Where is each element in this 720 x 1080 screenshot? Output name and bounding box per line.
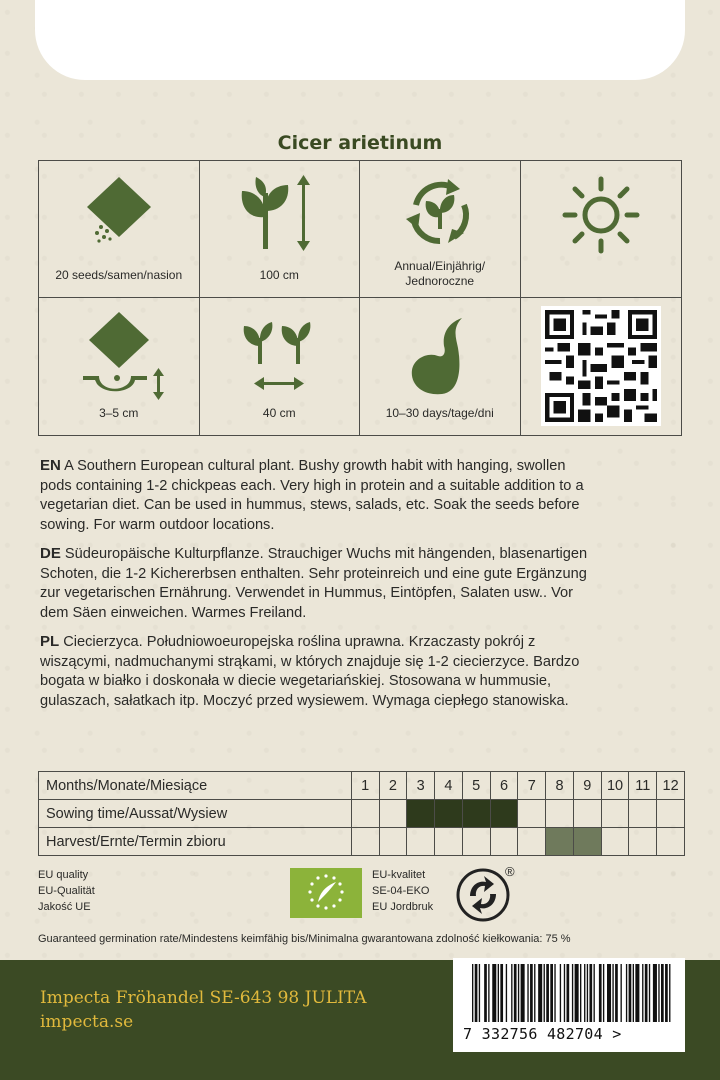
full-sun-cell xyxy=(521,161,682,298)
month-4: 4 xyxy=(435,772,463,800)
barcode-bar xyxy=(544,964,545,1022)
month-9: 9 xyxy=(573,772,601,800)
barcode-bar xyxy=(484,964,487,1022)
month-2: 2 xyxy=(379,772,407,800)
eu-quality-de: EU-Qualität xyxy=(38,885,95,897)
calendar-month-cell-4 xyxy=(435,828,463,856)
barcode-bar xyxy=(661,964,664,1022)
barcode-bar xyxy=(511,964,512,1022)
full-sun-icon xyxy=(561,175,641,255)
barcode-bar xyxy=(521,964,525,1022)
barcode-bar xyxy=(621,964,622,1022)
barcode-bar xyxy=(546,964,549,1022)
description-de-text1: Südeuropäische Kulturpflanze. Strauchiger Wuchs mit hängenden, blasenartigen xyxy=(60,546,588,562)
lifecycle-label xyxy=(360,259,520,289)
barcode-bar xyxy=(633,964,634,1022)
lifecycle-label-line2: Jednoroczne xyxy=(405,274,475,288)
calendar-month-cell-5 xyxy=(462,828,490,856)
barcode-bar xyxy=(514,964,517,1022)
description-pl-line1 xyxy=(40,632,682,653)
eu-quality-pl: Jakość UE xyxy=(38,901,91,913)
calendar-row-harvest xyxy=(39,828,685,856)
description-en-text1: A Southern European cultural plant. Bushy growth habit with hanging, swollen xyxy=(60,458,566,474)
barcode-bar xyxy=(626,964,627,1022)
barcode-bar xyxy=(527,964,528,1022)
qr-code-icon[interactable] xyxy=(541,306,661,426)
eu-quality-right xyxy=(372,867,433,915)
calendar-month-cell-11 xyxy=(629,800,657,828)
eu-quality-en: EU quality xyxy=(38,869,89,881)
barcode-bar xyxy=(554,964,555,1022)
germination-cell xyxy=(360,298,521,435)
description-en-line2: pods containing 1-2 chickpeas each. Very high in protein and a suitable addition to a xyxy=(40,477,584,494)
barcode-bar xyxy=(575,964,579,1022)
plant-height-icon xyxy=(234,175,324,251)
barcode-bar xyxy=(530,964,533,1022)
calendar-month-cell-9 xyxy=(573,800,601,828)
description-de-line3: zur vegetarischen Ernährung. Verwendet in Hummus, Eintöpfen, Salaten usw.. Vor xyxy=(40,585,573,601)
calendar-month-cell-2 xyxy=(379,828,407,856)
germination-guarantee: Guaranteed germination rate/Mindestens keimfähig bis/Minimalna gwarantowana zdolność kiełkowania: 75 % xyxy=(38,933,571,945)
month-10: 10 xyxy=(601,772,629,800)
barcode-bar xyxy=(560,964,561,1022)
description-en-line1 xyxy=(40,456,682,477)
barcode-number: 7 332756 482704 > xyxy=(463,1025,622,1043)
barcode-bar xyxy=(518,964,519,1022)
germination-icon xyxy=(400,312,480,396)
barcode-bar xyxy=(506,964,507,1022)
month-8: 8 xyxy=(546,772,574,800)
calendar-active-cell-5 xyxy=(462,800,490,828)
barcode-bar xyxy=(492,964,496,1022)
description-en-line3: vegetarian diet. Can be used in hummus, stews, salads, etc. Soak the seeds before xyxy=(40,497,580,513)
calendar-month-cell-7 xyxy=(518,828,546,856)
calendar-month-cell-11 xyxy=(629,828,657,856)
plant-spacing-icon xyxy=(234,312,324,392)
sowing-calendar xyxy=(38,771,685,856)
barcode-bar xyxy=(669,964,670,1022)
barcode-bar xyxy=(550,964,553,1022)
eu-organic-logo xyxy=(290,868,362,918)
growing-info-grid xyxy=(38,160,682,436)
sowing-depth-cell xyxy=(39,298,200,435)
species-name: Cicer arietinum xyxy=(277,132,443,154)
calendar-month-cell-12 xyxy=(657,828,685,856)
plant-height-label: 100 cm xyxy=(259,268,299,282)
company-address: Impecta Fröhandel SE-643 98 JULITA xyxy=(40,988,367,1008)
eu-quality-left xyxy=(38,867,95,915)
hang-hole-cutout xyxy=(35,0,685,80)
calendar-header-label: Months/Monate/Miesiące xyxy=(39,772,352,800)
calendar-month-cell-1 xyxy=(351,828,379,856)
description-pl-text1: Ciecierzyca. Południowoeuropejska roślina uprawna. Krzaczasty pokrój z xyxy=(59,634,536,650)
barcode-bar xyxy=(649,964,650,1022)
calendar-month-cell-10 xyxy=(601,800,629,828)
lifecycle-icon xyxy=(402,175,478,251)
lang-code-en: EN xyxy=(40,457,61,474)
barcode-bar xyxy=(488,964,489,1022)
barcode-bar xyxy=(564,964,565,1022)
calendar-header-row xyxy=(39,772,685,800)
month-1: 1 xyxy=(351,772,379,800)
calendar-row-label: Harvest/Ernte/Termin zbioru xyxy=(39,828,352,856)
barcode-bar xyxy=(603,964,604,1022)
barcode-bar xyxy=(580,964,581,1022)
calendar-active-cell-3 xyxy=(407,800,435,828)
company-website[interactable]: impecta.se xyxy=(40,1012,134,1032)
calendar-active-cell-4 xyxy=(435,800,463,828)
eu-kvalitet: EU-kvalitet xyxy=(372,869,426,881)
description-en xyxy=(40,456,682,535)
seed-count-label: 20 seeds/samen/nasion xyxy=(55,268,183,282)
certification-code: SE-04-EKO xyxy=(372,885,430,897)
barcode-bar xyxy=(584,964,585,1022)
calendar-month-cell-12 xyxy=(657,800,685,828)
calendar-month-cell-3 xyxy=(407,828,435,856)
calendar-row-label: Sowing time/Aussat/Wysiew xyxy=(39,800,352,828)
description-de xyxy=(40,544,682,623)
plant-spacing-cell xyxy=(200,298,361,435)
barcode-bar xyxy=(645,964,648,1022)
calendar-month-cell-8 xyxy=(546,800,574,828)
barcode-bar xyxy=(538,964,542,1022)
barcode-bar xyxy=(612,964,613,1022)
barcode xyxy=(470,964,678,1022)
description-pl xyxy=(40,632,682,711)
plant-height-cell xyxy=(200,161,361,298)
barcode-bar xyxy=(500,964,503,1022)
barcode-bar xyxy=(607,964,611,1022)
month-6: 6 xyxy=(490,772,518,800)
recycle-green-dot-icon xyxy=(456,866,512,922)
barcode-bar xyxy=(475,964,478,1022)
description-pl-line2: wiszącymi, nadmuchanymi strąkami, w których znajduje się 1-2 ciecierzyce. Bardzo xyxy=(40,653,580,670)
barcode-bar xyxy=(642,964,643,1022)
description-pl-line4: gulaszach, sałatkach itp. Moczyć przed wysiewem. Wymaga ciepłego stanowiska. xyxy=(40,692,569,709)
month-3: 3 xyxy=(407,772,435,800)
barcode-bar xyxy=(589,964,592,1022)
barcode-bar xyxy=(615,964,618,1022)
barcode-bar xyxy=(587,964,588,1022)
calendar-month-cell-2 xyxy=(379,800,407,828)
month-11: 11 xyxy=(629,772,657,800)
registered-mark: ® xyxy=(505,864,515,879)
description-de-line4: dem Säen einweichen. Warmes Freiland. xyxy=(40,604,307,621)
barcode-bar xyxy=(599,964,602,1022)
description-en-line4: sowing. For warm outdoor locations. xyxy=(40,516,275,533)
barcode-bar xyxy=(594,964,595,1022)
month-5: 5 xyxy=(462,772,490,800)
lang-code-de: DE xyxy=(40,545,61,562)
calendar-row-sowing xyxy=(39,800,685,828)
description-pl-line3: bogata w białko i doskonała w diecie wegetariańskiej. Stosowana w hummusie, xyxy=(40,673,552,689)
calendar-month-cell-6 xyxy=(490,828,518,856)
qr-code-cell xyxy=(521,298,682,435)
barcode-bar xyxy=(498,964,499,1022)
germination-label: 10–30 days/tage/dni xyxy=(385,406,494,420)
description-de-line2: Schoten, die 1-2 Kichererbsen enthalten. Sehr proteinreich und eine gute Ergänzung xyxy=(40,565,587,582)
barcode-bar xyxy=(658,964,659,1022)
barcode-bar xyxy=(534,964,535,1022)
lang-code-pl: PL xyxy=(40,633,60,650)
calendar-active-cell-6 xyxy=(490,800,518,828)
barcode-bar xyxy=(665,964,668,1022)
seed-count-icon xyxy=(79,175,159,245)
barcode-bar xyxy=(653,964,657,1022)
lifecycle-label-line1: Annual/Einjährig/ xyxy=(394,259,486,273)
plant-spacing-label: 40 cm xyxy=(262,406,296,420)
sowing-depth-label: 3–5 cm xyxy=(99,406,139,420)
calendar-month-cell-7 xyxy=(518,800,546,828)
calendar-active-cell-9 xyxy=(573,828,601,856)
month-12: 12 xyxy=(657,772,685,800)
barcode-bar xyxy=(567,964,570,1022)
barcode-bar xyxy=(472,964,473,1022)
lifecycle-cell xyxy=(360,161,521,298)
calendar-month-cell-10 xyxy=(601,828,629,856)
sowing-depth-icon xyxy=(69,312,169,400)
barcode-bar xyxy=(635,964,639,1022)
calendar-month-cell-1 xyxy=(351,800,379,828)
barcode-bar xyxy=(629,964,632,1022)
barcode-bar xyxy=(572,964,573,1022)
barcode-bar xyxy=(479,964,480,1022)
month-7: 7 xyxy=(518,772,546,800)
description-de-line1 xyxy=(40,544,682,565)
seed-count-cell xyxy=(39,161,200,298)
calendar-active-cell-8 xyxy=(546,828,574,856)
eu-jordbruk: EU Jordbruk xyxy=(372,901,434,913)
